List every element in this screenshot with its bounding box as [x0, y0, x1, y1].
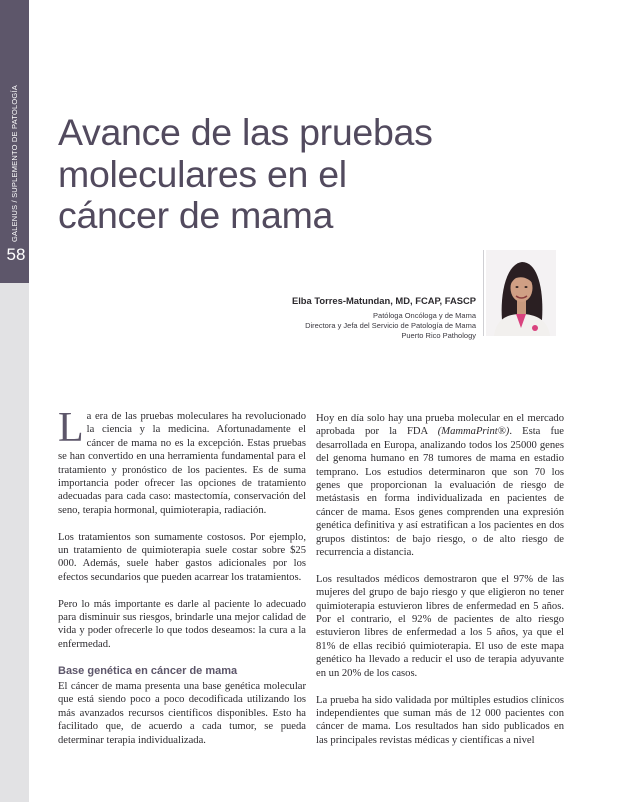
- body-column-right: [316, 412, 564, 747]
- author-photo: [486, 250, 556, 336]
- author-role: Directora y Jefa del Servicio de Patología de Mama: [305, 321, 476, 330]
- body-column-left: [58, 405, 306, 747]
- paragraph-text: . Esta fue desarrollada en Europa, analizando todos los 25000 genes del genoma humano en 78 tumores de mama en estadio temprano. Los estudios determinaron que son 70 los genes que proporcionan la evaluación de riesgo de metástasis en forma individualizada en pacientes de cáncer de mama. Esos genes comprenden una expresión genética definitiva y así estratifican a los pacientes en dos grupos distintos: de bajo riesgo, o de alto riesgo de recurrencia a distancia.: [316, 426, 564, 559]
- author-portrait-image: [486, 250, 556, 336]
- body-paragraph: La prueba ha sido validada por múltiples estudios clínicos independientes que suman más de 12 000 pacientes con cáncer de mama. Los resultados han sido publicados en las principales revistas médicas y científicas a nivel: [316, 694, 564, 746]
- author-name: Elba Torres-Matundan, MD, FCAP, FASCP: [291, 295, 476, 306]
- author-affiliation: Puerto Rico Pathology: [401, 331, 476, 340]
- body-paragraph: [316, 412, 564, 559]
- paragraph-text: Hoy en día solo hay una prueba molecular en el mercado aprobada por la FDA: [316, 413, 564, 438]
- paragraph-text: a era de las pruebas moleculares ha revolucionado la ciencia y la medicina. Afortunadamente el cáncer de mama no es la excepción. Estas pruebas se han convertido en una herramienta fundamental para el tratamiento y pronóstico de los pacientes. Es de suma importancia poder ofrecer las opciones de tratamiento adecuadas para cada caso: mastectomía, conservación del seno, terapia hormonal, quimioterapia, radiación.: [58, 411, 306, 516]
- section-label: GALENUS / SUPLEMENTO DE PATOLOGÍA: [10, 85, 19, 242]
- body-paragraph: Los resultados médicos demostraron que el 97% de las mujeres del grupo de bajo riesgo y que eligieron no tener quimioterapia estuvieron libres de enfermedad en 5 años. Por el contrario, el 92% de pacientes de alto riesgo estuvieron libres de enfermedad a los 5 años, ya que el 81% de ellas recibió quimioterapia. El uso de este mapa genético ha llevado a reducir el uso de terapia adyuvante en un 20% de los casos.: [316, 573, 564, 679]
- author-block: [292, 295, 476, 341]
- article-title: [58, 112, 498, 237]
- section-heading: Base genética en cáncer de mama: [58, 664, 238, 677]
- product-name: (MammaPrint®): [437, 426, 510, 438]
- body-paragraph: Pero lo más importante es darle al paciente lo adecuado para disminuir sus riesgos, brindarle una mejor calidad de vida y poder ofrecerle lo que todos deseamos: la cura a la enfermedad.: [58, 598, 306, 650]
- body-paragraph: [58, 405, 306, 517]
- body-paragraph: Los tratamientos son sumamente costosos. Por ejemplo, un tratamiento de quimioterapia suele costar sobre $25 000. Además, suele haber gastos adicionales por los efectos secundarios que pueden acarrear los tratamientos.: [58, 531, 306, 583]
- page-number: 58: [6, 245, 26, 264]
- title-line: cáncer de mama: [58, 194, 334, 236]
- title-line: Avance de las pruebas: [58, 111, 433, 153]
- body-paragraph: El cáncer de mama presenta una base genética molecular que está siendo poco a poco decodificada utilizando los más avanzados recursos científicos disponibles. Esto ha facilitado que, de acuerdo a cada tumor, se pueda determinar terapia individualizada.: [58, 681, 306, 746]
- drop-cap: L: [58, 405, 84, 451]
- section-tab: [0, 0, 29, 283]
- title-line: moleculares en el: [58, 152, 347, 195]
- photo-divider: [483, 250, 484, 336]
- author-role: Patóloga Oncóloga y de Mama: [373, 311, 476, 320]
